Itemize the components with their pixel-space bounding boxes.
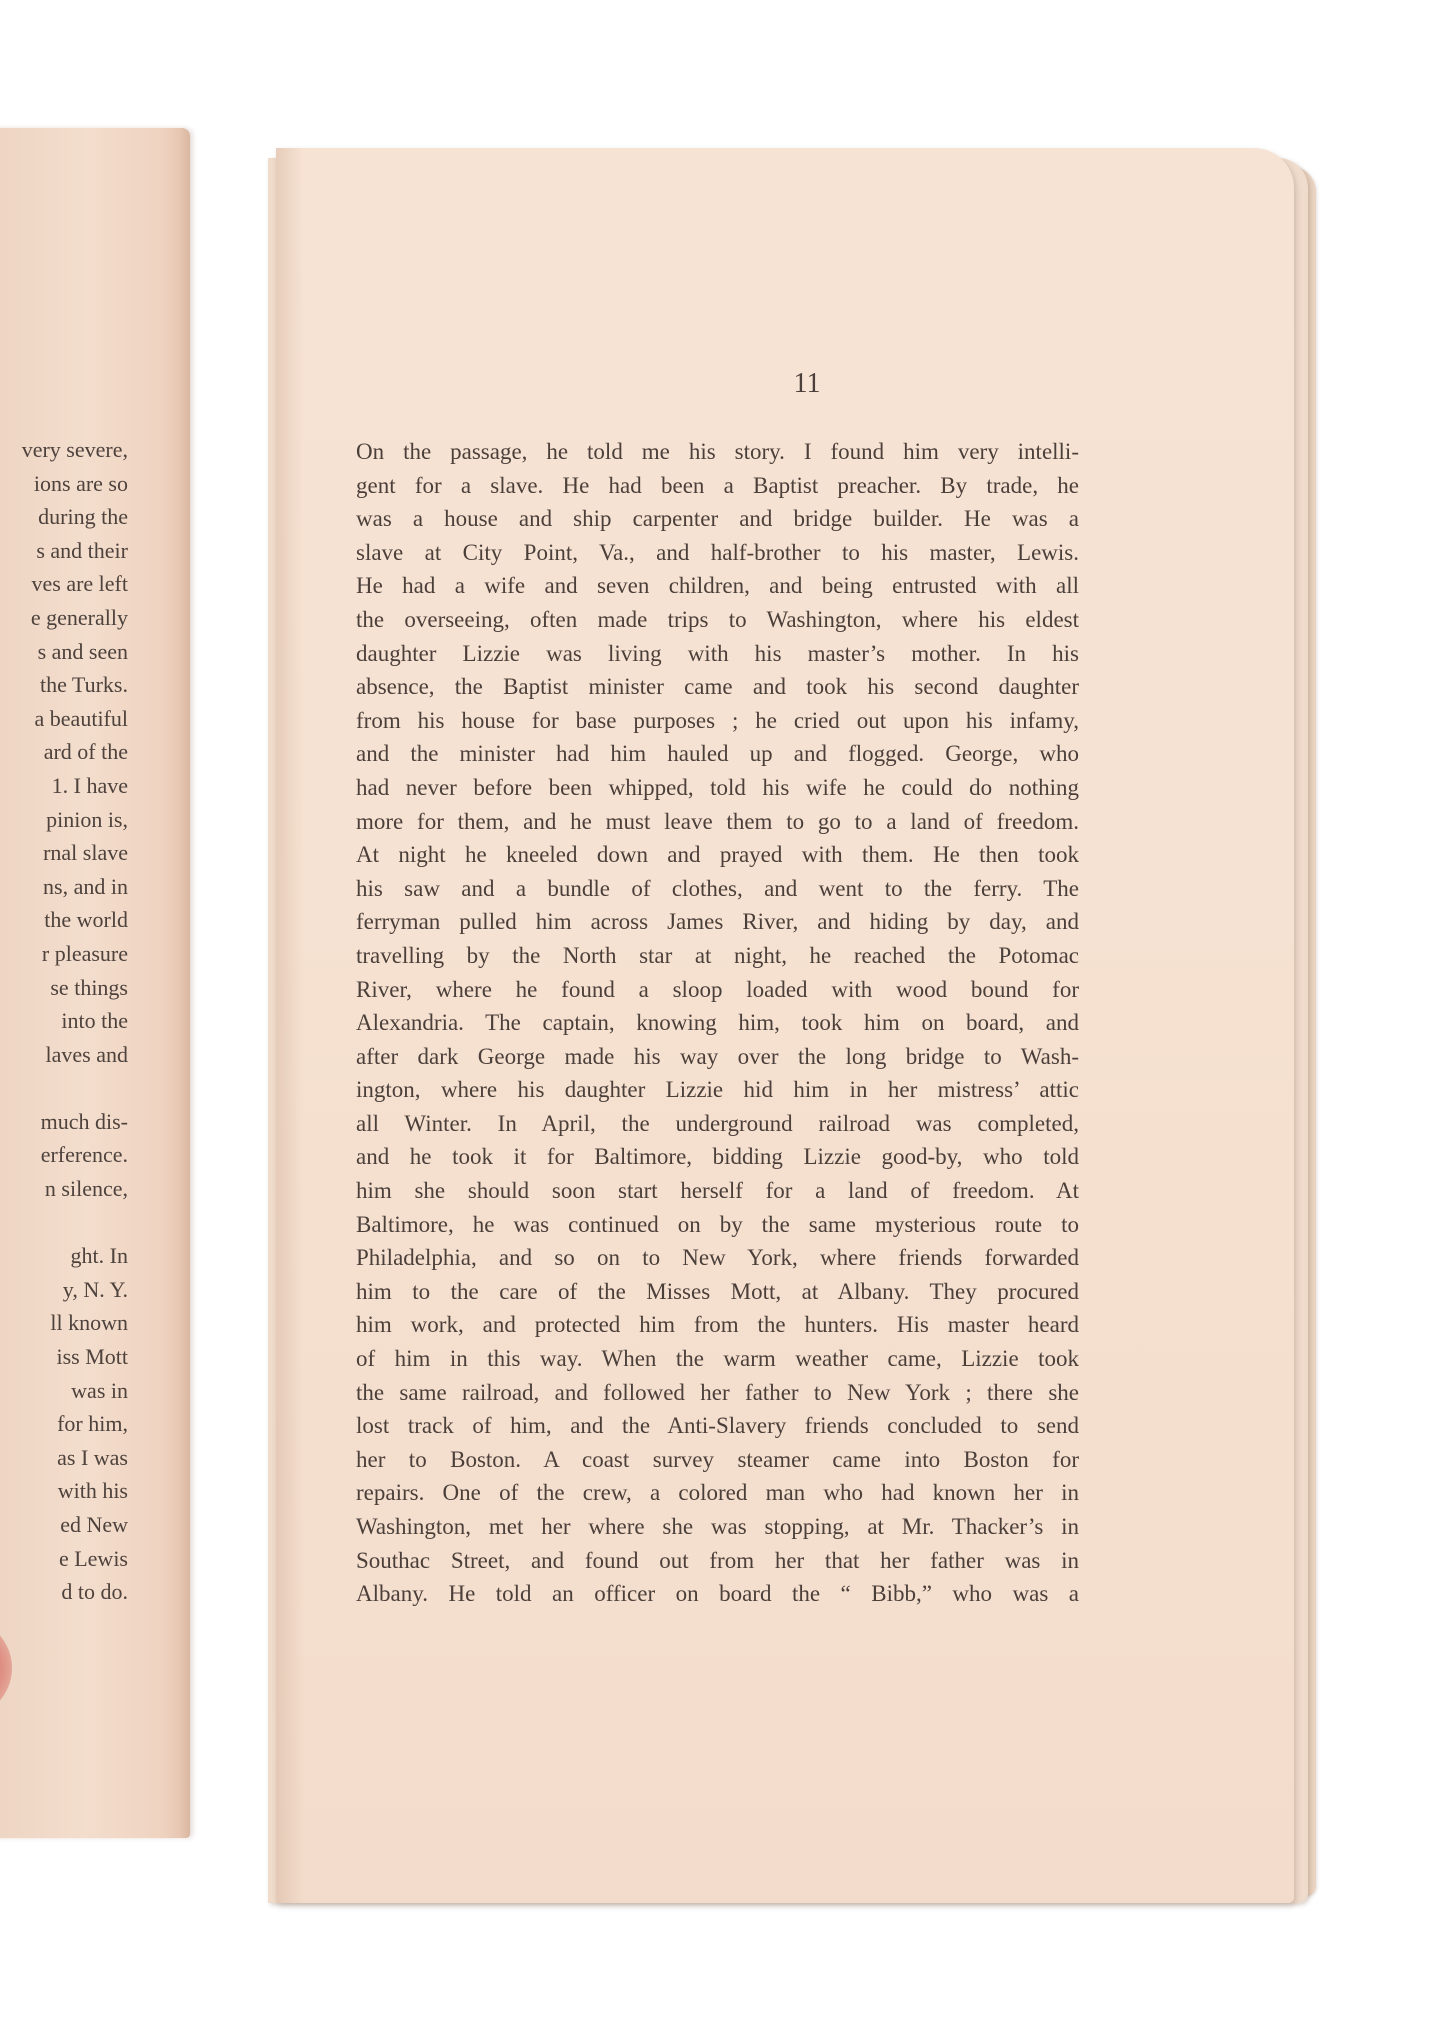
text-line bbox=[356, 637, 1079, 671]
text-line-content: At night he kneeled down and prayed with them. He then took bbox=[356, 842, 1079, 868]
left-text-line: rnal slave bbox=[43, 840, 128, 866]
left-text-line bbox=[0, 1071, 128, 1105]
text-line-content: absence, the Baptist minister came and took his second daughter bbox=[356, 674, 1079, 700]
left-page bbox=[0, 128, 190, 1838]
left-text-line: ll known bbox=[50, 1310, 128, 1336]
text-line-content: Washington, met her where she was stopping, at Mr. Thacker’s in bbox=[356, 1514, 1079, 1539]
text-line bbox=[356, 704, 1079, 738]
left-text-line: with his bbox=[57, 1478, 128, 1504]
left-text-line: the Turks. bbox=[39, 672, 128, 698]
text-line bbox=[356, 1476, 1079, 1510]
left-text-line: very severe, bbox=[21, 437, 128, 462]
left-text-line: the world bbox=[44, 907, 128, 933]
text-line-content: her to Boston. A coast survey steamer came into Boston for bbox=[356, 1446, 1079, 1472]
text-line bbox=[356, 1073, 1079, 1107]
text-line bbox=[356, 1308, 1079, 1342]
text-line-content: and he took it for Baltimore, bidding Lizzie good-by, who told bbox=[356, 1144, 1079, 1170]
text-line bbox=[356, 1443, 1079, 1477]
text-line-content: daughter Lizzie was living with his master’s mother. In his bbox=[356, 640, 1079, 666]
text-line bbox=[356, 1342, 1079, 1376]
left-text-line: r pleasure bbox=[41, 940, 128, 966]
left-text-line: for him, bbox=[57, 1411, 128, 1437]
left-text-line: e generally bbox=[30, 604, 128, 630]
text-line-content: River, where he found a sloop loaded with wood bound for bbox=[356, 976, 1079, 1002]
text-line-content: Baltimore, he was continued on by the same mysterious route to bbox=[356, 1211, 1079, 1237]
text-line-content: travelling by the North star at night, he reached the Potomac bbox=[356, 942, 1079, 968]
text-line-content: the overseeing, often made trips to Washington, where his eldest bbox=[356, 606, 1079, 632]
text-line-content: Alexandria. The captain, knowing him, took him on board, and bbox=[356, 1010, 1079, 1036]
left-text-line: s and seen bbox=[37, 638, 128, 664]
left-text-line: during the bbox=[38, 504, 128, 530]
text-line-content: ferryman pulled him across James River, and hiding by day, and bbox=[356, 909, 1079, 935]
left-text-line: into the bbox=[61, 1008, 128, 1034]
left-text-line: ions are so bbox=[33, 470, 128, 496]
text-line bbox=[356, 1376, 1079, 1410]
text-line-content: He had a wife and seven children, and being entrusted with all bbox=[356, 573, 1079, 599]
text-line bbox=[356, 905, 1079, 939]
left-text-line: se things bbox=[50, 974, 128, 1000]
text-line-content: more for them, and he must leave them to go to a land of freedom. bbox=[356, 808, 1079, 834]
text-line-content: lost track of him, and the Anti-Slavery friends concluded to send bbox=[356, 1413, 1079, 1439]
text-line bbox=[356, 973, 1079, 1007]
left-text-line: as I was bbox=[57, 1444, 128, 1470]
text-line-content: had never before been whipped, told his wife he could do nothing bbox=[356, 774, 1079, 800]
page-body-text bbox=[356, 435, 1079, 1611]
text-line bbox=[356, 1577, 1079, 1611]
text-line bbox=[356, 469, 1079, 503]
text-line-content: him to the care of the Misses Mott, at Albany. They procured bbox=[356, 1278, 1079, 1304]
left-text-line: a beautiful bbox=[34, 705, 128, 731]
left-text-line: e Lewis bbox=[58, 1545, 128, 1571]
left-text-line: erference. bbox=[40, 1142, 128, 1168]
left-text-line: 1. I have bbox=[51, 772, 128, 798]
text-line bbox=[356, 435, 1079, 469]
text-line bbox=[356, 1107, 1079, 1141]
left-text-line: pinion is, bbox=[46, 806, 128, 832]
left-text-line: iss Mott bbox=[56, 1344, 128, 1370]
text-line bbox=[356, 939, 1079, 973]
left-text-line: ves are left bbox=[31, 571, 128, 597]
left-page-text bbox=[0, 433, 128, 1609]
text-line-content: ington, where his daughter Lizzie hid him in her mistress’ attic bbox=[356, 1077, 1079, 1103]
text-line bbox=[356, 536, 1079, 570]
text-line-content: from his house for base purposes ; he cried out upon his infamy, bbox=[356, 707, 1079, 733]
left-text-line: n silence, bbox=[44, 1176, 128, 1202]
left-text-line: ed New bbox=[60, 1512, 128, 1537]
text-line bbox=[356, 1174, 1079, 1208]
text-line bbox=[356, 1040, 1079, 1074]
text-line bbox=[356, 838, 1079, 872]
text-line-content: On the passage, he told me his story. I found him very intelli- bbox=[356, 439, 1079, 464]
text-line bbox=[356, 569, 1079, 603]
text-line bbox=[356, 805, 1079, 839]
text-line-content: of him in this way. When the warm weather came, Lizzie took bbox=[356, 1346, 1079, 1372]
left-text-line: ns, and in bbox=[43, 873, 128, 899]
text-line-content: his saw and a bundle of clothes, and went to the ferry. The bbox=[356, 875, 1079, 901]
left-text-line: s and their bbox=[36, 537, 128, 563]
text-line-content: was a house and ship carpenter and bridge builder. He was a bbox=[356, 506, 1079, 532]
text-line-content: Philadelphia, and so on to New York, where friends forwarded bbox=[356, 1245, 1079, 1271]
text-line-content: slave at City Point, Va., and half-brother to his master, Lewis. bbox=[356, 539, 1079, 565]
left-text-line: d to do. bbox=[61, 1579, 128, 1605]
text-line bbox=[356, 603, 1079, 637]
page-number: 11 bbox=[793, 368, 821, 399]
text-line bbox=[356, 1544, 1079, 1578]
text-line-content: Albany. He told an officer on board the “ Bibb,” who was a bbox=[356, 1581, 1079, 1607]
text-line bbox=[356, 1241, 1079, 1275]
left-text-line: laves and bbox=[45, 1041, 128, 1067]
left-text-line: ght. In bbox=[70, 1243, 128, 1269]
text-line bbox=[356, 1409, 1079, 1443]
text-line-content: repairs. One of the crew, a colored man who had known her in bbox=[356, 1480, 1079, 1506]
text-line bbox=[356, 1510, 1079, 1544]
text-line bbox=[356, 1140, 1079, 1174]
text-line bbox=[356, 1275, 1079, 1309]
left-text-line: ard of the bbox=[43, 739, 128, 765]
left-text-line: was in bbox=[71, 1377, 128, 1403]
text-line bbox=[356, 872, 1079, 906]
left-text-line bbox=[0, 1206, 128, 1240]
text-line-content: all Winter. In April, the underground railroad was completed, bbox=[356, 1110, 1079, 1136]
text-line-content: the same railroad, and followed her father to New York ; there she bbox=[356, 1379, 1079, 1405]
red-stain bbox=[0, 1618, 12, 1718]
text-line bbox=[356, 1208, 1079, 1242]
text-line-content: after dark George made his way over the long bridge to Wash- bbox=[356, 1043, 1079, 1069]
text-line-content: and the minister had him hauled up and flogged. George, who bbox=[356, 741, 1079, 767]
text-line bbox=[356, 670, 1079, 704]
book-page bbox=[276, 148, 1294, 1903]
text-line-content: Southac Street, and found out from her that her father was in bbox=[356, 1547, 1079, 1573]
left-text-line: y, N. Y. bbox=[62, 1276, 128, 1302]
text-line-content: him she should soon start herself for a land of freedom. At bbox=[356, 1178, 1079, 1204]
text-line bbox=[356, 771, 1079, 805]
text-line-content: gent for a slave. He had been a Baptist preacher. By trade, he bbox=[356, 472, 1079, 498]
text-line bbox=[356, 502, 1079, 536]
text-line-content: him work, and protected him from the hunters. His master heard bbox=[356, 1312, 1079, 1338]
text-line bbox=[356, 1006, 1079, 1040]
left-text-line: much dis- bbox=[40, 1108, 128, 1134]
text-line bbox=[356, 737, 1079, 771]
